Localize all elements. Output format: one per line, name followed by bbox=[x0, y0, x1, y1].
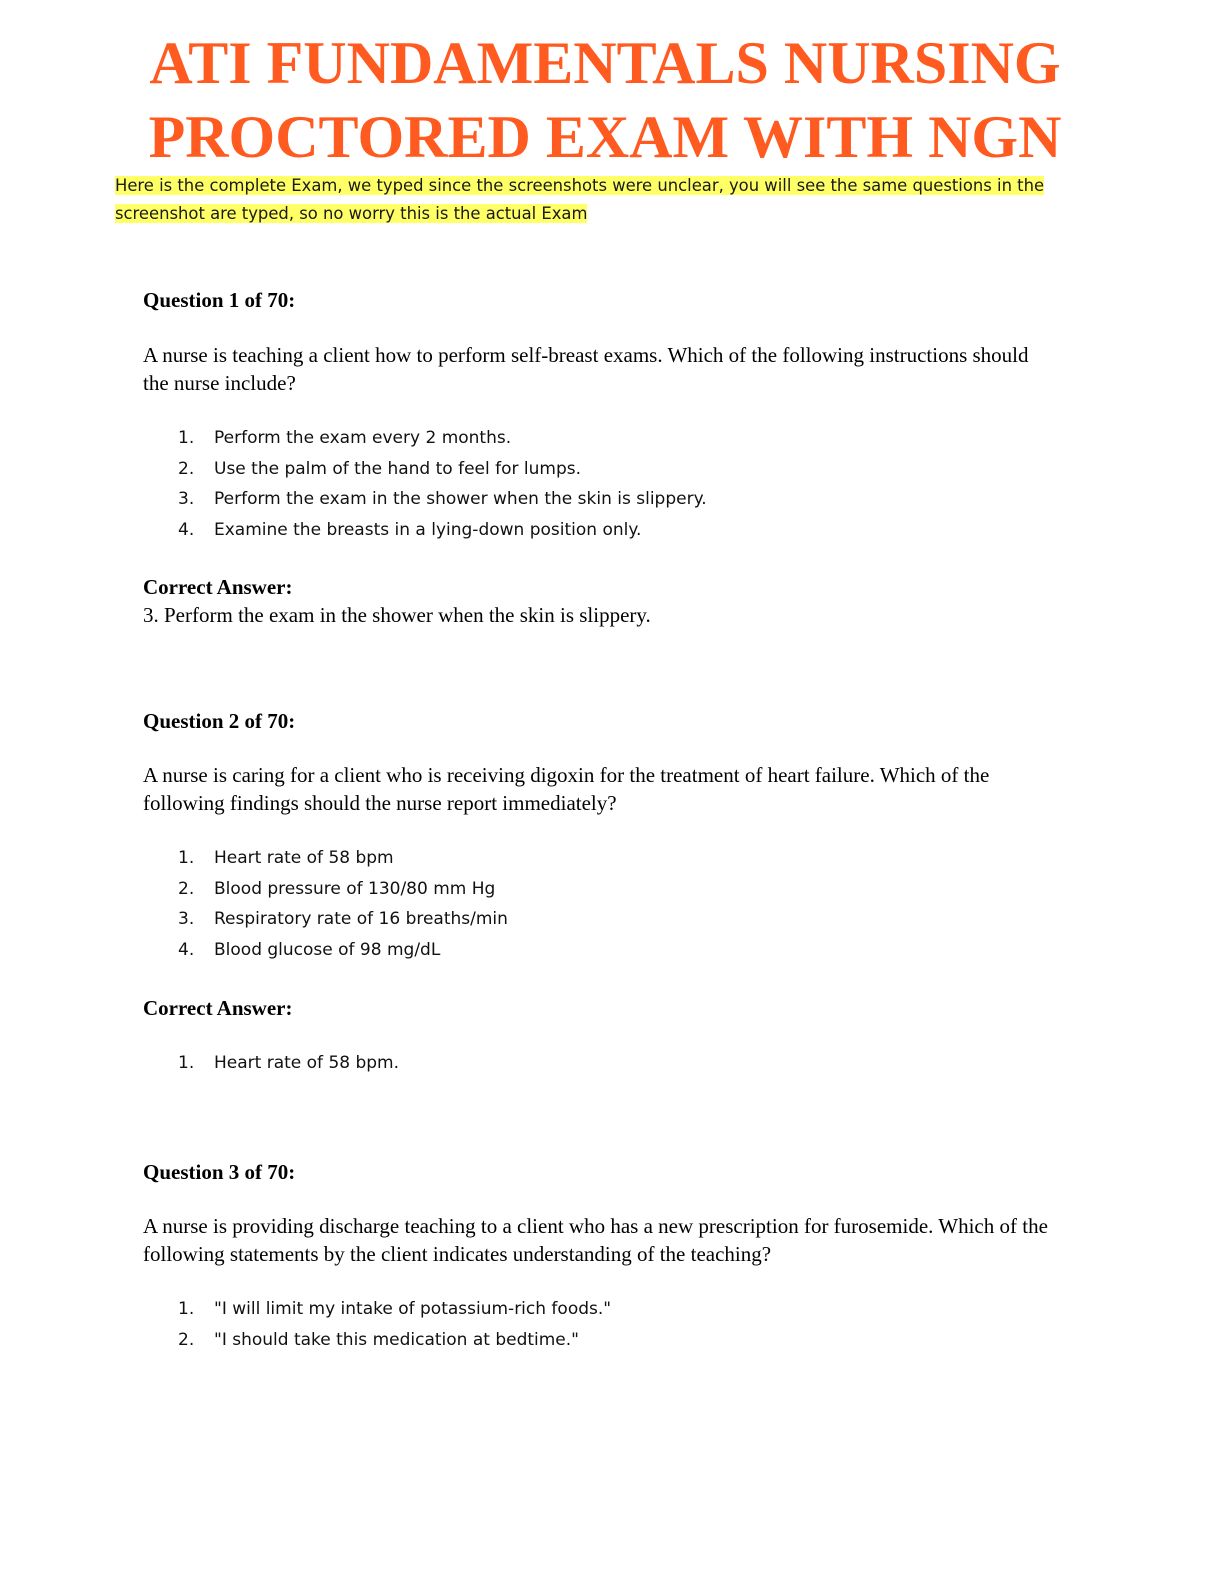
option-text: Perform the exam every 2 months. bbox=[214, 428, 512, 448]
question-3-options bbox=[178, 1294, 611, 1355]
option-item bbox=[178, 904, 508, 935]
question-1-stem-line-1: A nurse is teaching a client how to perform self-breast exams. Which of the following instructions should bbox=[143, 343, 1029, 367]
question-2-answer-list bbox=[178, 1048, 399, 1079]
question-2-stem bbox=[143, 761, 1188, 817]
option-number: 2. bbox=[178, 1329, 195, 1350]
intro-line-1: Here is the complete Exam, we typed since the screenshots were unclear, you will see the same questions in the bbox=[115, 176, 1045, 195]
title-line-1: ATI FUNDAMENTALS NURSING bbox=[149, 30, 1061, 96]
question-3-stem-line-1: A nurse is providing discharge teaching to a client who has a new prescription for furosemide. Which of the bbox=[143, 1214, 1048, 1238]
title-line-2: PROCTORED EXAM WITH NGN bbox=[148, 104, 1062, 170]
option-text: Blood glucose of 98 mg/dL bbox=[214, 939, 441, 960]
option-text: Respiratory rate of 16 breaths/min bbox=[214, 909, 508, 929]
question-2-stem-line-2: following findings should the nurse report immediately? bbox=[143, 791, 617, 815]
option-number: 3. bbox=[178, 909, 195, 929]
option-number: 1. bbox=[178, 848, 195, 868]
answer-text: Heart rate of 58 bpm. bbox=[214, 1053, 400, 1073]
question-3-stem bbox=[143, 1212, 1188, 1268]
option-number: 4. bbox=[178, 939, 195, 960]
question-2-options bbox=[178, 843, 508, 965]
option-item bbox=[178, 1325, 611, 1356]
option-item bbox=[178, 515, 707, 546]
question-1-options bbox=[178, 423, 707, 545]
intro-line-2: screenshot are typed, so no worry this is the actual Exam bbox=[115, 204, 588, 223]
question-1-answer-heading: Correct Answer: bbox=[143, 575, 293, 599]
option-number: 1. bbox=[178, 1299, 195, 1319]
option-number: 2. bbox=[178, 458, 195, 479]
option-text: Examine the breasts in a lying-down position only. bbox=[214, 519, 642, 540]
option-number: 4. bbox=[178, 519, 195, 540]
option-item bbox=[178, 454, 707, 485]
option-text: "I should take this medication at bedtime." bbox=[214, 1329, 579, 1350]
option-item bbox=[178, 874, 508, 905]
option-number: 1. bbox=[178, 428, 195, 448]
question-3-stem-line-2: following statements by the client indicates understanding of the teaching? bbox=[143, 1242, 772, 1266]
question-1-stem bbox=[143, 341, 1188, 397]
question-1-answer-text: 3. Perform the exam in the shower when the skin is slippery. bbox=[143, 603, 651, 627]
option-text: "I will limit my intake of potassium-rich foods." bbox=[214, 1299, 612, 1319]
question-2-heading: Question 2 of 70: bbox=[143, 709, 296, 733]
document-title bbox=[0, 26, 1210, 174]
option-item bbox=[178, 935, 508, 966]
option-number: 3. bbox=[178, 489, 195, 509]
option-item bbox=[178, 423, 707, 454]
question-2-answer-heading: Correct Answer: bbox=[143, 996, 293, 1020]
option-number: 2. bbox=[178, 878, 195, 899]
intro-note bbox=[115, 172, 1115, 228]
question-1-stem-line-2: the nurse include? bbox=[143, 371, 296, 395]
option-text: Perform the exam in the shower when the skin is slippery. bbox=[214, 489, 707, 509]
answer-number: 1. bbox=[178, 1053, 195, 1073]
option-item bbox=[178, 1294, 611, 1325]
question-2-stem-line-1: A nurse is caring for a client who is receiving digoxin for the treatment of heart failure. Which of the bbox=[143, 763, 990, 787]
question-1-heading: Question 1 of 70: bbox=[143, 288, 296, 312]
option-text: Blood pressure of 130/80 mm Hg bbox=[214, 878, 496, 899]
option-item bbox=[178, 843, 508, 874]
option-text: Heart rate of 58 bpm bbox=[214, 848, 394, 868]
answer-item bbox=[178, 1048, 399, 1079]
question-3-heading: Question 3 of 70: bbox=[143, 1160, 296, 1184]
option-item bbox=[178, 484, 707, 515]
option-text: Use the palm of the hand to feel for lumps. bbox=[214, 458, 582, 479]
